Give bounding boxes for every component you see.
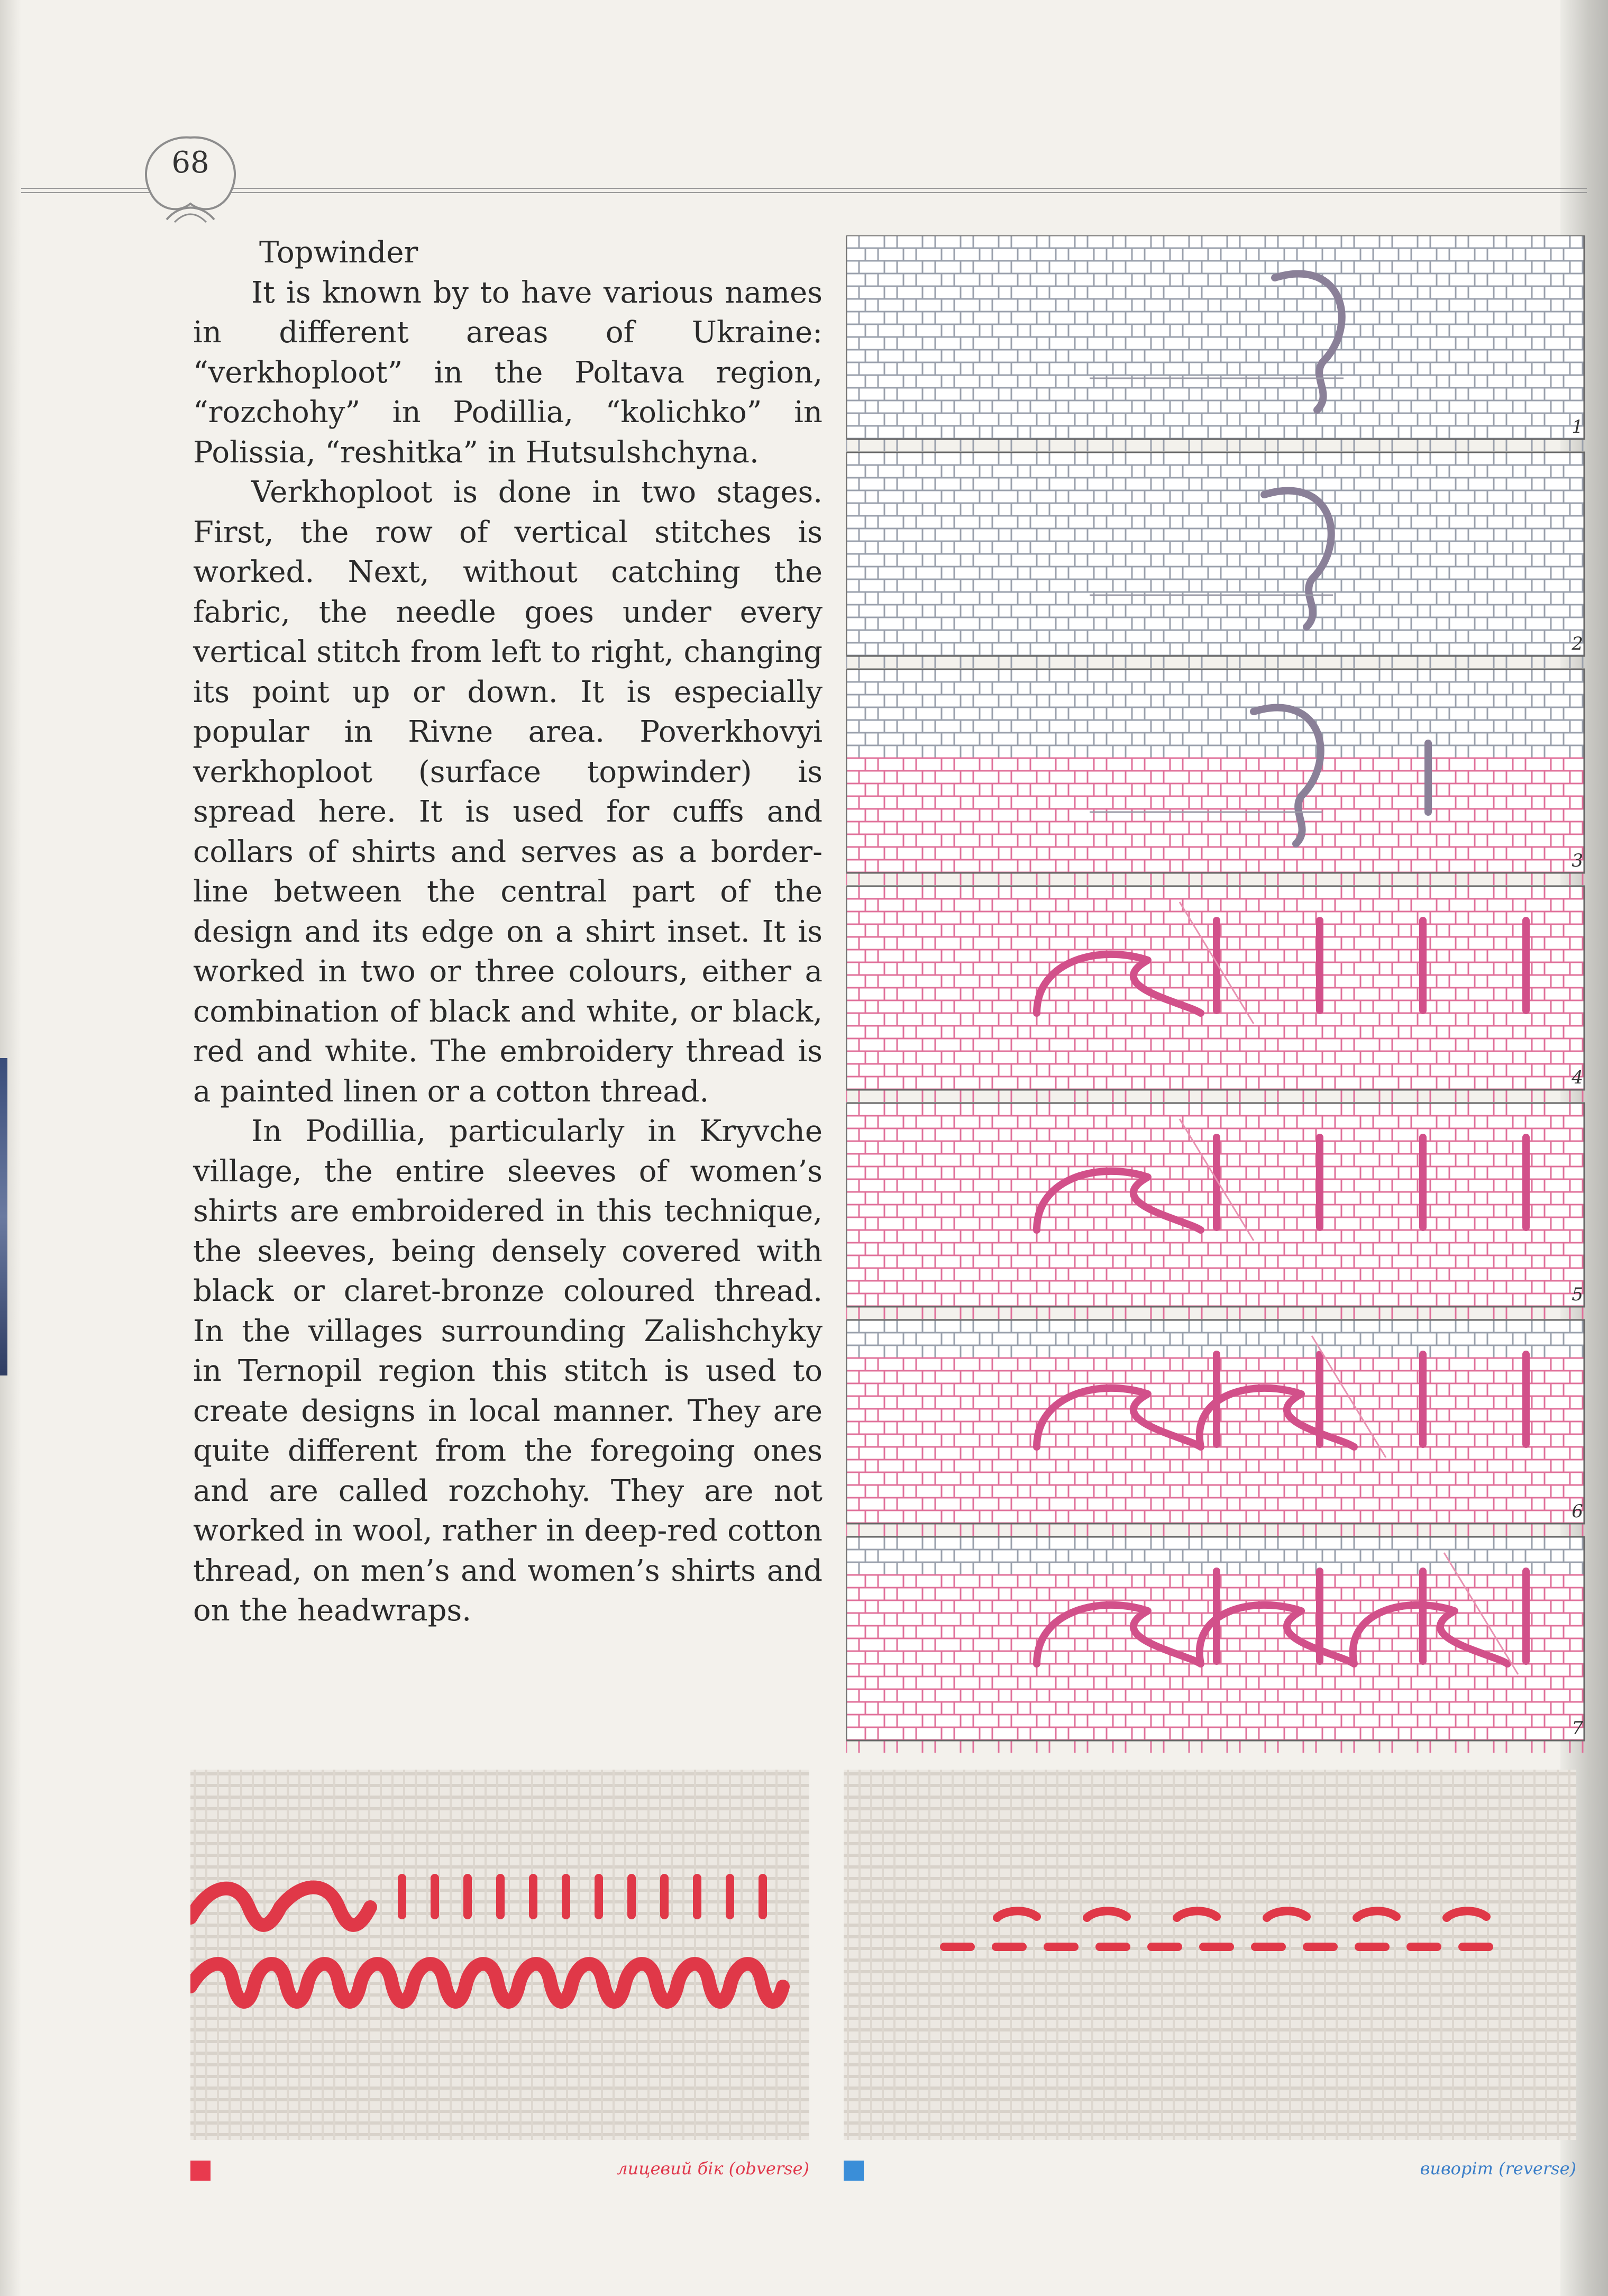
diagram-step-label: 3 [1572, 850, 1583, 871]
article-body [193, 233, 823, 1631]
ornament-frame-icon [130, 130, 251, 230]
diagram-step-label: 2 [1572, 633, 1583, 654]
diagram-panel [846, 235, 1584, 451]
diagram-step-label: 1 [1572, 416, 1583, 438]
stitch-diagram-column [846, 235, 1587, 1754]
diagram-panel [846, 669, 1584, 885]
obverse-photo [190, 1770, 809, 2140]
header-rule [21, 188, 1587, 193]
obverse-color-swatch [190, 2161, 211, 2181]
embroidery-obverse-image [190, 1770, 809, 2140]
stitch-diagrams [846, 235, 1587, 1754]
reverse-caption: виворіт (reverse) [1420, 2158, 1576, 2179]
diagram-panel [846, 452, 1584, 668]
reverse-photo [844, 1770, 1576, 2140]
diagram-step-label: 7 [1572, 1718, 1583, 1739]
obverse-caption: лицевий бік (obverse) [617, 2158, 809, 2179]
page-number: 68 [171, 145, 209, 180]
article-title: Topwinder [259, 235, 418, 270]
diagram-step-label: 6 [1572, 1501, 1583, 1522]
obverse-caption-row [190, 2158, 809, 2185]
book-spine-strip [0, 1058, 7, 1375]
reverse-caption-row [844, 2158, 1576, 2185]
reverse-color-swatch [844, 2161, 864, 2181]
paragraph-3: In Podillia, particularly in Kryvche village, the entire sleeves of women’s shirts are embroidered in this technique, the sleeves, being densely covered with black or claret-bronze coloured thread. In the villages surrounding Zalishchyky in Ternopil region this stitch is used to create designs in local manner. They are quite different from the foregoing ones and are called rozchohy. They are not worked in wool, rather in deep-red cotton thread, on men’s and women’s shirts and on the headwraps. [193, 1114, 823, 1628]
paragraph-2: Verkhoploot is done in two stages. First, the row of vertical stitches is worked. Next, without catching the fabric, the needle goes under every vertical stitch from left to right, changing its point up or down. It is especially popular in Rivne area. Poverkhovyi verkhoploot (surface topwinder) is spread here. It is used for cuffs and collars of shirts and serves as a border-line between the central part of the design and its edge on a shirt inset. It is worked in two or three colours, either a combination of black and white, or black, red and white. The embroidery thread is a painted linen or a cotton thread. [193, 475, 823, 1109]
embroidery-reverse-image [844, 1770, 1576, 2140]
diagram-step-label: 4 [1572, 1067, 1583, 1088]
paragraph-1: It is known by to have various names in different areas of Ukraine: “verkhoploot” in the Poltava region, “rozchohy” in Podillia, “kolichko” in Polissia, “reshitka” in Hutsulshchyna. [193, 275, 823, 470]
page-number-badge [130, 130, 251, 230]
diagram-step-label: 5 [1572, 1284, 1583, 1305]
